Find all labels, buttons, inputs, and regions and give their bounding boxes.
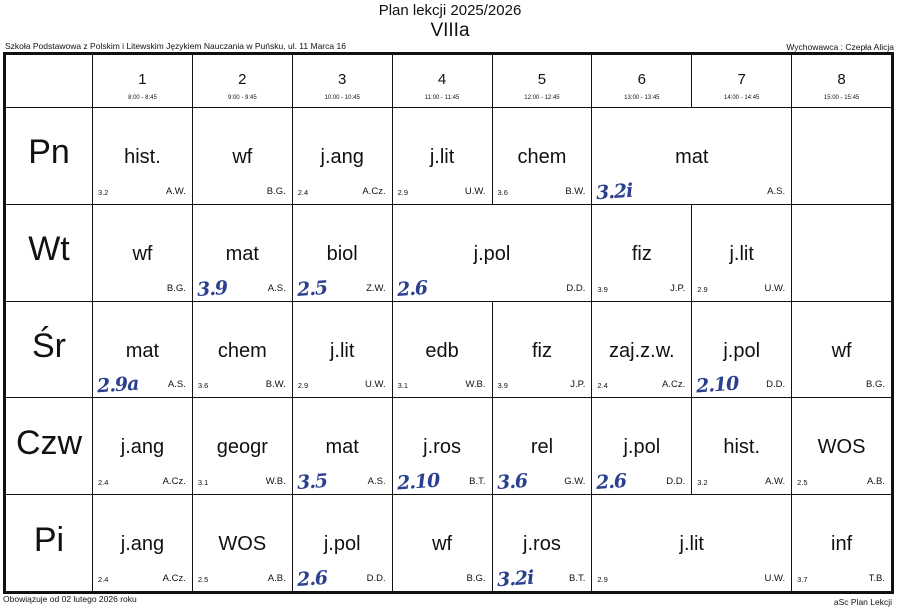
lesson-cell <box>193 205 292 301</box>
lesson-cell <box>792 205 891 301</box>
period-time: 11:00 - 11:45 <box>424 95 460 101</box>
lesson-subject: mat <box>125 339 160 362</box>
lesson-teacher: D.D. <box>566 282 586 294</box>
lesson-cell <box>792 302 891 398</box>
lesson-subject: wf <box>232 146 253 168</box>
lesson-cell <box>93 205 192 301</box>
lesson-cell <box>592 495 791 591</box>
class-teacher: Wychowawca : Czepła Alicja <box>786 42 894 52</box>
period-number: 8 <box>837 71 846 88</box>
handwritten-room-note: 2.5 <box>296 276 328 301</box>
lesson-teacher: A.W. <box>765 476 786 488</box>
lesson-teacher: U.W. <box>365 379 386 391</box>
lesson-subject: WOS <box>817 436 866 459</box>
handwritten-room-note: 3.9 <box>196 276 228 301</box>
lesson-cell <box>193 398 292 494</box>
period-header <box>493 55 592 107</box>
period-time: 15:00 - 15:45 <box>823 95 860 101</box>
lesson-room: 3.9 <box>597 284 608 294</box>
lesson-subject: hist. <box>723 436 761 459</box>
period-header <box>193 55 292 107</box>
period-time: 9:00 - 9:45 <box>227 95 257 101</box>
lesson-room: 2.9 <box>397 187 409 197</box>
lesson-teacher: G.W. <box>564 476 586 488</box>
handwritten-room-note: 2.6 <box>595 470 628 495</box>
period-number: 2 <box>238 71 247 88</box>
lesson-cell <box>493 495 592 591</box>
lesson-subject: j.ros <box>423 436 461 459</box>
period-header <box>293 55 392 107</box>
period-number: 5 <box>537 71 547 88</box>
lesson-subject: j.lit <box>729 242 754 265</box>
period-number: 1 <box>138 71 147 88</box>
lesson-cell <box>692 205 791 301</box>
lesson-teacher: J.P. <box>570 379 586 391</box>
day-label: Czw <box>6 398 92 494</box>
lesson-teacher: D.D. <box>666 476 686 488</box>
lesson-teacher: B.W. <box>265 379 286 391</box>
school-name: Szkoła Podstawowa z Polskim i Litewskim Językiem Nauczania w Puńsku, ul. 11 Marca 16 <box>5 41 346 51</box>
period-header <box>692 55 791 107</box>
lesson-subject: j.pol <box>323 533 361 556</box>
lesson-subject: mat <box>675 146 709 168</box>
lesson-teacher: U.W. <box>464 185 486 197</box>
period-number: 3 <box>338 71 347 88</box>
lesson-room: 2.5 <box>797 478 808 488</box>
period-time: 12:00 - 12:45 <box>524 95 560 101</box>
lesson-cell <box>792 108 891 204</box>
lesson-teacher: W.B. <box>465 379 486 391</box>
lesson-cell <box>293 302 392 398</box>
lesson-subject: j.ros <box>523 533 561 556</box>
day-label: Pn <box>6 108 92 204</box>
handwritten-room-note: 2.10 <box>695 372 740 398</box>
lesson-teacher: U.W. <box>764 573 786 584</box>
lesson-subject: j.pol <box>623 436 661 459</box>
lesson-teacher: T.B. <box>868 573 885 584</box>
lesson-cell <box>93 108 192 204</box>
lesson-subject: rel <box>530 436 554 459</box>
lesson-room: 2.9 <box>297 381 309 391</box>
lesson-subject: j.ang <box>120 436 165 459</box>
lesson-cell <box>792 398 891 494</box>
lesson-subject: j.ang <box>320 146 364 168</box>
lesson-cell <box>193 302 292 398</box>
handwritten-room-note: 2.6 <box>395 276 428 301</box>
lesson-room: 3.6 <box>197 381 209 391</box>
lesson-subject: WOS <box>218 533 267 556</box>
lesson-cell <box>792 495 891 591</box>
handwritten-room-note: 2.9a <box>96 372 140 398</box>
lesson-teacher: B.G. <box>266 185 286 197</box>
lesson-room: 3.9 <box>497 381 508 391</box>
lesson-subject: j.pol <box>723 339 761 362</box>
lesson-teacher: A.S. <box>367 476 386 488</box>
lesson-teacher: B.W. <box>565 185 586 197</box>
lesson-cell <box>493 108 592 204</box>
lesson-subject: edb <box>425 339 459 362</box>
lesson-cell <box>393 495 492 591</box>
lesson-subject: wf <box>432 533 453 556</box>
lesson-teacher: A.S. <box>767 185 786 197</box>
lesson-teacher: A.B. <box>867 476 885 488</box>
day-label: Śr <box>6 302 92 398</box>
valid-from-note: Obowiązuje od 02 lutego 2026 roku <box>3 594 137 604</box>
lesson-room: 2.9 <box>697 284 708 294</box>
lesson-teacher: B.T. <box>469 476 486 488</box>
lesson-subject: hist. <box>124 146 161 168</box>
lesson-room: 2.4 <box>597 381 608 391</box>
period-time: 13:00 - 13:45 <box>624 95 660 101</box>
grid-corner <box>6 55 92 107</box>
period-header <box>592 55 691 107</box>
lesson-room: 3.2 <box>98 187 109 197</box>
day-label: Wt <box>6 205 92 301</box>
lesson-teacher: B.G. <box>166 282 186 294</box>
period-header <box>792 55 891 107</box>
lesson-teacher: D.D. <box>366 573 386 584</box>
lesson-subject: j.ang <box>120 533 165 556</box>
lesson-teacher: B.T. <box>569 573 586 584</box>
lesson-cell <box>293 398 392 494</box>
lesson-teacher: A.Cz. <box>162 573 186 584</box>
lesson-teacher: B.G. <box>466 573 486 584</box>
lesson-room: 2.9 <box>597 575 608 584</box>
lesson-cell <box>93 495 192 591</box>
period-number: 4 <box>437 71 447 88</box>
lesson-subject: j.pol <box>473 242 511 265</box>
lesson-cell <box>592 398 691 494</box>
lesson-teacher: A.Cz. <box>362 185 386 197</box>
lesson-teacher: A.Cz. <box>162 476 186 488</box>
lesson-cell <box>193 108 292 204</box>
period-time: 14:00 - 14:45 <box>724 95 760 101</box>
lesson-cell <box>93 398 192 494</box>
lesson-teacher: U.W. <box>764 282 786 294</box>
lesson-room: 3.1 <box>397 381 409 391</box>
lesson-teacher: A.W. <box>165 185 186 197</box>
lesson-teacher: A.B. <box>267 573 286 584</box>
period-header <box>393 55 492 107</box>
lesson-cell <box>692 302 791 398</box>
lesson-subject: wf <box>132 242 153 265</box>
page-title: Plan lekcji 2025/2026 <box>378 2 522 19</box>
period-time: 8:00 - 8:45 <box>128 95 157 101</box>
lesson-subject: chem <box>517 146 567 168</box>
lesson-cell <box>393 302 492 398</box>
lesson-room: 3.2 <box>697 478 708 488</box>
lesson-teacher: Z.W. <box>366 282 386 294</box>
lesson-cell <box>493 302 592 398</box>
handwritten-room-note: 3.5 <box>296 470 328 495</box>
lesson-subject: geogr <box>216 436 268 459</box>
lesson-subject: zaj.z.w. <box>609 339 675 362</box>
lesson-teacher: B.G. <box>865 379 885 391</box>
handwritten-room-note: 2.10 <box>395 469 440 495</box>
lesson-subject: j.lit <box>329 339 355 362</box>
lesson-subject: inf <box>831 533 853 556</box>
lesson-subject: biol <box>326 242 358 265</box>
lesson-teacher: A.Cz. <box>662 379 686 391</box>
lesson-teacher: A.S. <box>167 379 186 391</box>
period-header <box>93 55 192 107</box>
class-name: VIIIa <box>430 20 470 41</box>
lesson-cell <box>393 398 492 494</box>
generator-credit: aSc Plan Lekcji <box>833 597 892 607</box>
lesson-room: 3.7 <box>797 575 808 584</box>
lesson-subject: chem <box>217 339 267 362</box>
lesson-subject: fiz <box>531 339 552 362</box>
lesson-room: 2.4 <box>297 187 309 197</box>
lesson-room: 2.5 <box>197 575 209 584</box>
period-number: 7 <box>737 71 746 88</box>
lesson-subject: wf <box>831 339 852 362</box>
lesson-subject: mat <box>325 436 359 459</box>
lesson-subject: j.lit <box>429 146 455 168</box>
lesson-cell <box>393 205 592 301</box>
lesson-teacher: W.B. <box>265 476 286 488</box>
lesson-cell <box>293 205 392 301</box>
lesson-cell <box>493 398 592 494</box>
lesson-cell <box>293 108 392 204</box>
lesson-cell <box>293 495 392 591</box>
lesson-subject: fiz <box>631 242 652 265</box>
day-label: Pi <box>6 495 92 591</box>
lesson-cell <box>93 302 192 398</box>
lesson-teacher: A.S. <box>267 282 286 294</box>
lesson-cell <box>692 398 791 494</box>
lesson-room: 2.4 <box>98 575 109 584</box>
handwritten-room-note: 3.2i <box>495 566 534 591</box>
lesson-teacher: J.P. <box>670 282 686 294</box>
period-time: 10:00 - 10:45 <box>324 95 360 101</box>
lesson-room: 3.6 <box>497 187 508 197</box>
lesson-cell <box>393 108 492 204</box>
lesson-cell <box>592 205 691 301</box>
handwritten-room-note: 2.6 <box>296 566 328 591</box>
lesson-cell <box>592 108 791 204</box>
lesson-subject: mat <box>225 242 259 265</box>
handwritten-room-note: 3.6 <box>495 470 528 495</box>
lesson-room: 3.1 <box>197 478 209 488</box>
lesson-subject: j.lit <box>679 533 704 556</box>
lesson-cell <box>592 302 691 398</box>
handwritten-room-note: 3.2i <box>595 179 634 204</box>
period-number: 6 <box>637 71 646 88</box>
lesson-teacher: D.D. <box>766 379 786 391</box>
lesson-cell <box>193 495 292 591</box>
timetable-grid <box>3 52 894 594</box>
lesson-room: 2.4 <box>98 478 109 488</box>
